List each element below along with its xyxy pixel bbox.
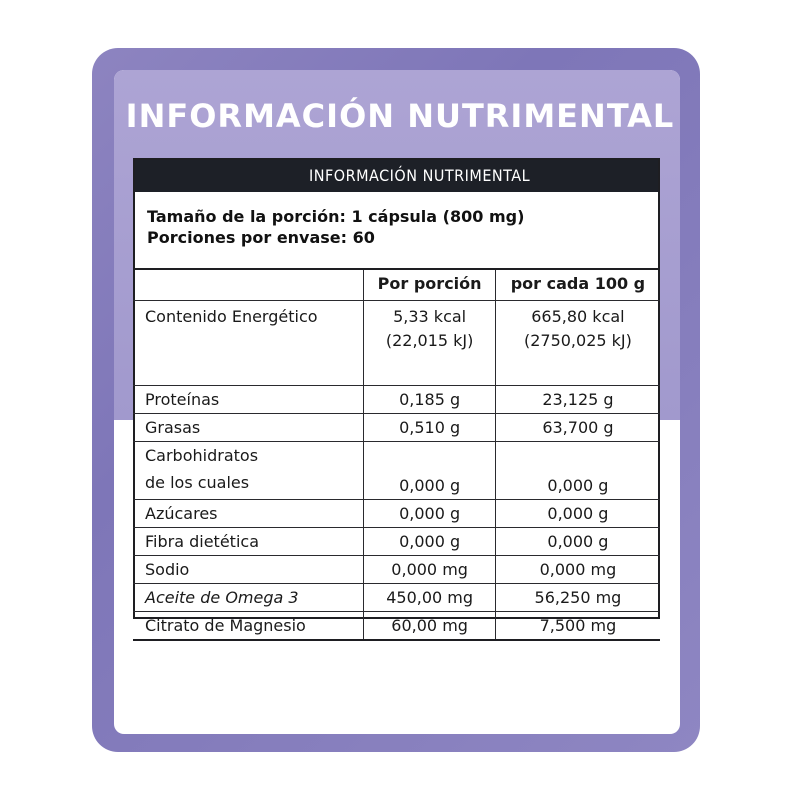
nutrient-name: Citrato de Magnesio bbox=[133, 612, 364, 641]
table-row bbox=[133, 414, 660, 442]
table-row bbox=[133, 584, 660, 612]
nutrient-name-line: Carbohidratos bbox=[145, 446, 259, 465]
table-row bbox=[133, 500, 660, 528]
per-serving-value: 0,000 g bbox=[364, 528, 495, 556]
per-serving-value bbox=[364, 301, 495, 386]
label-header: INFORMACIÓN NUTRIMENTAL bbox=[135, 160, 658, 192]
table-row bbox=[133, 556, 660, 584]
energy-kj: (2750,025 kJ) bbox=[523, 331, 632, 350]
per-100g-value bbox=[495, 301, 660, 386]
per-100g-value: 0,000 g bbox=[495, 528, 660, 556]
serving-size: Tamaño de la porción: 1 cápsula (800 mg) bbox=[147, 207, 525, 226]
per-100g-value: 0,000 g bbox=[495, 500, 660, 528]
energy-kj: (22,015 kJ) bbox=[385, 331, 474, 350]
nutrient-name: Proteínas bbox=[133, 386, 364, 414]
servings-per-container: Porciones por envase: 60 bbox=[147, 228, 375, 247]
nutrient-name: Azúcares bbox=[133, 500, 364, 528]
per-serving-value: 0,000 g bbox=[364, 442, 495, 500]
per-serving-value: 60,00 mg bbox=[364, 612, 495, 641]
per-serving-value: 0,510 g bbox=[364, 414, 495, 442]
nutrient-name: Aceite de Omega 3 bbox=[133, 584, 364, 612]
nutrient-name: Fibra dietética bbox=[133, 528, 364, 556]
column-header-nutrient bbox=[133, 269, 364, 301]
column-header-per-100g: por cada 100 g bbox=[495, 269, 660, 301]
per-100g-value: 0,000 mg bbox=[495, 556, 660, 584]
table-row bbox=[133, 528, 660, 556]
nutrient-name: Grasas bbox=[133, 414, 364, 442]
column-header-per-serving: Por porción bbox=[364, 269, 495, 301]
nutrition-label bbox=[133, 158, 660, 635]
per-serving-value: 0,000 g bbox=[364, 500, 495, 528]
energy-kcal: 665,80 kcal bbox=[531, 307, 625, 326]
per-serving-value: 0,185 g bbox=[364, 386, 495, 414]
table-row bbox=[133, 301, 660, 386]
page-title: INFORMACIÓN NUTRIMENTAL bbox=[125, 97, 675, 135]
serving-info bbox=[147, 206, 524, 248]
nutrition-table bbox=[133, 268, 660, 641]
table-header-row bbox=[133, 269, 660, 301]
energy-kcal: 5,33 kcal bbox=[393, 307, 467, 326]
nutrient-name: Sodio bbox=[133, 556, 364, 584]
per-serving-value: 450,00 mg bbox=[364, 584, 495, 612]
table-row bbox=[133, 612, 660, 641]
table-row bbox=[133, 442, 660, 500]
nutrient-name: Contenido Energético bbox=[133, 301, 364, 386]
per-100g-value: 63,700 g bbox=[495, 414, 660, 442]
per-100g-value: 23,125 g bbox=[495, 386, 660, 414]
per-100g-value: 56,250 mg bbox=[495, 584, 660, 612]
per-100g-value: 7,500 mg bbox=[495, 612, 660, 641]
nutrient-name-line: de los cuales bbox=[145, 473, 250, 492]
per-serving-value: 0,000 mg bbox=[364, 556, 495, 584]
per-100g-value: 0,000 g bbox=[495, 442, 660, 500]
nutrient-name bbox=[133, 442, 364, 500]
table-row bbox=[133, 386, 660, 414]
